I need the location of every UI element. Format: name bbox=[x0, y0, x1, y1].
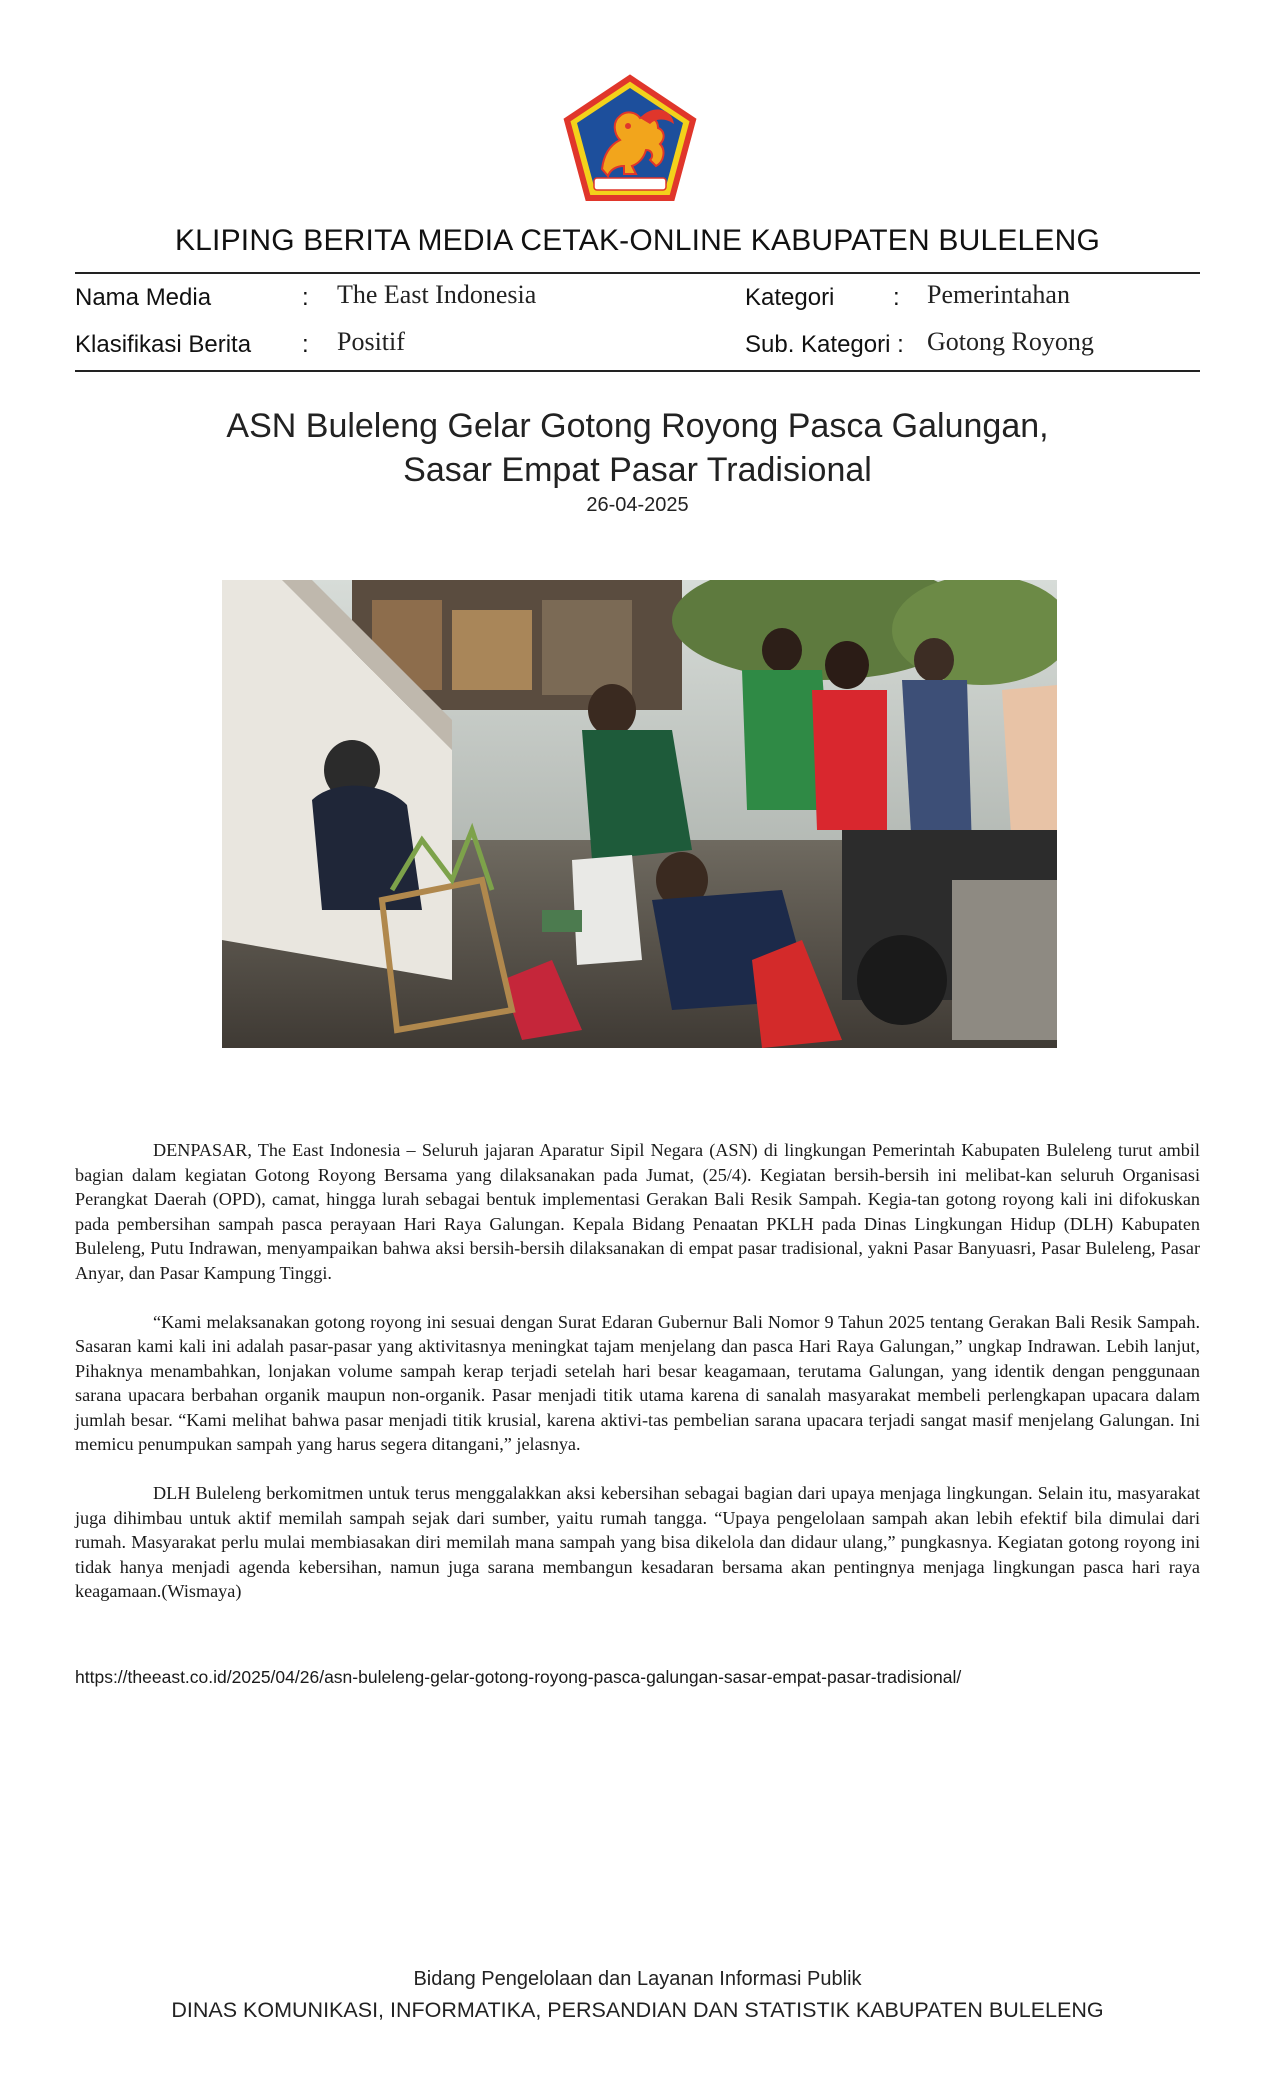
article-body bbox=[75, 1138, 1200, 1628]
media-value: The East Indonesia bbox=[337, 280, 537, 309]
lion-shield-icon bbox=[562, 74, 698, 202]
kategori-colon: : bbox=[893, 284, 900, 311]
meta-row-klasifikasi bbox=[75, 327, 1200, 363]
header-bottom-rule bbox=[75, 370, 1200, 372]
klasifikasi-label: Klasifikasi Berita bbox=[75, 331, 252, 358]
article-paragraph-1: DENPASAR, The East Indonesia – Seluruh jajaran Aparatur Sipil Negara (ASN) di lingkungan Pemerintah Kabupaten Buleleng turut ambil bagian dalam kegiatan Gotong Royong Bersama yang dilaksanakan pada Jumat, (25/4). Kegiatan bersih-bersih ini melibat-kan seluruh Organisasi Perangkat Daerah (OPD), camat, hingga lurah sebagai bentuk implementasi Gerakan Bali Resik Sampah. Kegia-tan gotong royong kali ini difokuskan pada pembersihan sampah pasca perayaan Hari Raya Galungan. Kepala Bidang Penaatan PKLH pada Dinas Lingkungan Hidup (DLH) Kabupaten Buleleng, Putu Indrawan, menyampaikan bahwa aksi bersih-bersih dilaksanakan di empat pasar tradisional, yakni Pasar Banyuasri, Pasar Buleleng, Pasar Anyar, dan Pasar Kampung Tinggi. bbox=[75, 1140, 1200, 1283]
buleleng-emblem-logo bbox=[562, 74, 698, 202]
header-top-rule bbox=[75, 272, 1200, 274]
article-paragraph-3: DLH Buleleng berkomitmen untuk terus menggalakkan aksi kebersihan sebagai bagian dari upaya menjaga lingkungan. Selain itu, masyarakat juga dihimbau untuk aktif memilah sampah sejak dari sumber, yaitu rumah tangga. “Upaya pengelolaan sampah akan lebih efektif bila dimulai dari rumah. Masyarakat perlu mulai membiasakan diri memilah mana sampah yang bisa dikelola dan didaur ulang,” pungkasnya. Kegiatan gotong royong ini tidak hanya menjadi agenda kebersihan, namun juga sarana membangun kesadaran bersama akan pentingnya menjaga lingkungan pasca hari raya keagamaan.(Wismaya) bbox=[75, 1483, 1200, 1601]
article-headline bbox=[0, 404, 1275, 492]
kategori-label: Kategori bbox=[745, 284, 835, 311]
kategori-value: Pemerintahan bbox=[927, 280, 1070, 309]
document-title: KLIPING BERITA MEDIA CETAK-ONLINE KABUPATEN BULELENG bbox=[174, 224, 1101, 257]
klasifikasi-colon: : bbox=[302, 331, 309, 358]
klasifikasi-value: Positif bbox=[337, 327, 405, 356]
footer-department: Bidang Pengelolaan dan Layanan Informasi Publik bbox=[413, 1968, 862, 1990]
headline-line-2: Sasar Empat Pasar Tradisional bbox=[403, 451, 872, 489]
source-url-link[interactable]: https://theeast.co.id/2025/04/26/asn-buleleng-gelar-gotong-royong-pasca-galungan-sasar-empat-pasar-tradisional/ bbox=[75, 1667, 962, 1687]
subkategori-label: Sub. Kategori : bbox=[745, 331, 904, 358]
media-label: Nama Media bbox=[75, 284, 212, 311]
article-photo bbox=[222, 580, 1057, 1048]
subkategori-value: Gotong Royong bbox=[927, 327, 1094, 356]
media-colon: : bbox=[302, 284, 309, 311]
meta-row-media bbox=[75, 280, 1200, 316]
footer-agency: DINAS KOMUNIKASI, INFORMATIKA, PERSANDIAN DAN STATISTIK KABUPATEN BULELENG bbox=[171, 1998, 1104, 2022]
market-cleanup-photo-icon bbox=[222, 580, 1057, 1048]
article-date: 26-04-2025 bbox=[586, 494, 689, 516]
article-paragraph-2: “Kami melaksanakan gotong royong ini sesuai dengan Surat Edaran Gubernur Bali Nomor 9 Tahun 2025 tentang Gerakan Bali Resik Sampah. Sasaran kami kali ini adalah pasar-pasar yang aktivitasnya meningkat tajam menjelang dan pasca Hari Raya Galungan,” ungkap Indrawan. Lebih lanjut, Pihaknya menambahkan, lonjakan volume sampah kerap terjadi setelah hari besar keagamaan, terutama Galungan, yang identik dengan penggunaan sarana upacara berbahan organik maupun non-organik. Pasar menjadi titik utama karena di sanalah masyarakat membeli perlengkapan upacara dalam jumlah besar. “Kami melihat bahwa pasar menjadi titik krusial, karena aktivi-tas pembelian sarana upacara terjadi sangat masif menjelang Galungan. Ini memicu penumpukan sampah yang harus segera ditangani,” jelasnya. bbox=[75, 1311, 1200, 1454]
headline-line-1: ASN Buleleng Gelar Gotong Royong Pasca Galungan, bbox=[226, 407, 1049, 445]
